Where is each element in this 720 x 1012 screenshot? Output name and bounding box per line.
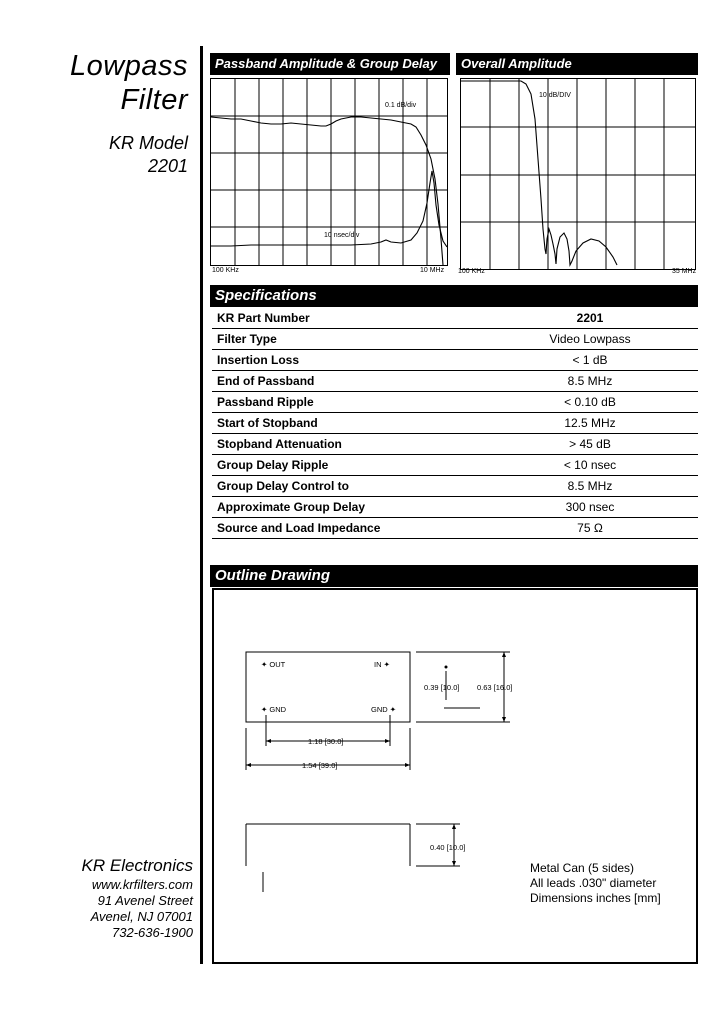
pin-out-label: ✦ OUT (261, 660, 286, 669)
amplitude-trace (211, 117, 443, 265)
spec-value: 8.5 MHz (482, 476, 698, 497)
spec-row (212, 518, 698, 539)
spec-row (212, 497, 698, 518)
page-divider (200, 46, 203, 964)
spec-row (212, 329, 698, 350)
outline-note-leads: All leads .030" diameter (530, 876, 657, 890)
passband-chart-title: Passband Amplitude & Group Delay (210, 53, 450, 75)
spec-value: < 10 nsec (482, 455, 698, 476)
pin-gnd-left-label: ✦ GND (261, 705, 287, 714)
delay-scale-label: 10 nsec/div (324, 232, 360, 239)
spec-label: Passband Ripple (212, 392, 482, 413)
outline-note-units: Dimensions inches [mm] (530, 891, 661, 905)
spec-label: Start of Stopband (212, 413, 482, 434)
spec-label: Filter Type (212, 329, 482, 350)
company-name: KR Electronics (81, 856, 193, 875)
spec-label: Source and Load Impedance (212, 518, 482, 539)
width-dimension: 0.63 [16.0] (477, 683, 513, 692)
overall-scale-label: 10 dB/DIV (539, 92, 571, 99)
spec-label: Stopband Attenuation (212, 434, 482, 455)
passband-x-start: 100 KHz (212, 267, 239, 274)
spec-value: 75 Ω (482, 518, 698, 539)
height-dimension: 0.40 [10.0] (430, 843, 466, 852)
pin-gnd-right-label: GND ✦ (371, 705, 397, 714)
spec-header-value: 2201 (482, 308, 698, 329)
city-address: Avenel, NJ 07001 (90, 909, 193, 924)
specifications-title: Specifications (210, 285, 698, 307)
pin-row-dimension: 0.39 [10.0] (424, 683, 460, 692)
spec-row (212, 455, 698, 476)
product-title-line1: Lowpass (70, 50, 188, 82)
spec-row (212, 350, 698, 371)
overall-x-start: 100 KHz (458, 268, 485, 275)
spec-row (212, 434, 698, 455)
spec-label: Approximate Group Delay (212, 497, 482, 518)
spec-row (212, 392, 698, 413)
spec-value: Video Lowpass (482, 329, 698, 350)
street-address: 91 Avenel Street (97, 893, 193, 908)
spec-label: End of Passband (212, 371, 482, 392)
spec-value: < 0.10 dB (482, 392, 698, 413)
outline-drawing-title: Outline Drawing (210, 565, 698, 587)
spec-value: < 1 dB (482, 350, 698, 371)
length-dimension: 1.54 [39.0] (302, 761, 338, 770)
spec-label: Group Delay Ripple (212, 455, 482, 476)
spec-value: 12.5 MHz (482, 413, 698, 434)
overall-grid (461, 79, 695, 269)
passband-plot (210, 78, 448, 266)
product-title-line2: Filter (120, 84, 188, 116)
overall-chart-title: Overall Amplitude (456, 53, 698, 75)
model-prefix: KR Model (108, 133, 188, 153)
spec-row (212, 413, 698, 434)
overall-x-end: 35 MHz (672, 268, 697, 275)
outline-drawing (212, 588, 698, 964)
spec-label: Insertion Loss (212, 350, 482, 371)
spec-label: Group Delay Control to (212, 476, 482, 497)
spec-row (212, 476, 698, 497)
spec-header-row (212, 308, 698, 329)
passband-plot-svg (211, 79, 447, 265)
spec-value: 300 nsec (482, 497, 698, 518)
spec-value: 8.5 MHz (482, 371, 698, 392)
spec-header-label: KR Part Number (212, 308, 482, 329)
model-number: 2201 (147, 156, 188, 176)
spec-row (212, 371, 698, 392)
overall-amplitude-trace (461, 81, 617, 265)
specifications-table (212, 308, 698, 539)
overall-plot-svg (461, 79, 695, 269)
amplitude-scale-label: 0.1 dB/div (385, 102, 417, 109)
pin-spacing-dimension: 1.18 [30.0] (308, 737, 344, 746)
phone-number: 732-636-1900 (112, 925, 193, 940)
pin-in-label: IN ✦ (374, 660, 390, 669)
website-link[interactable]: www.krfilters.com (91, 877, 193, 892)
passband-x-end: 10 MHz (420, 267, 445, 274)
spec-value: > 45 dB (482, 434, 698, 455)
overall-plot (460, 78, 696, 270)
outline-note-can: Metal Can (5 sides) (530, 861, 635, 875)
